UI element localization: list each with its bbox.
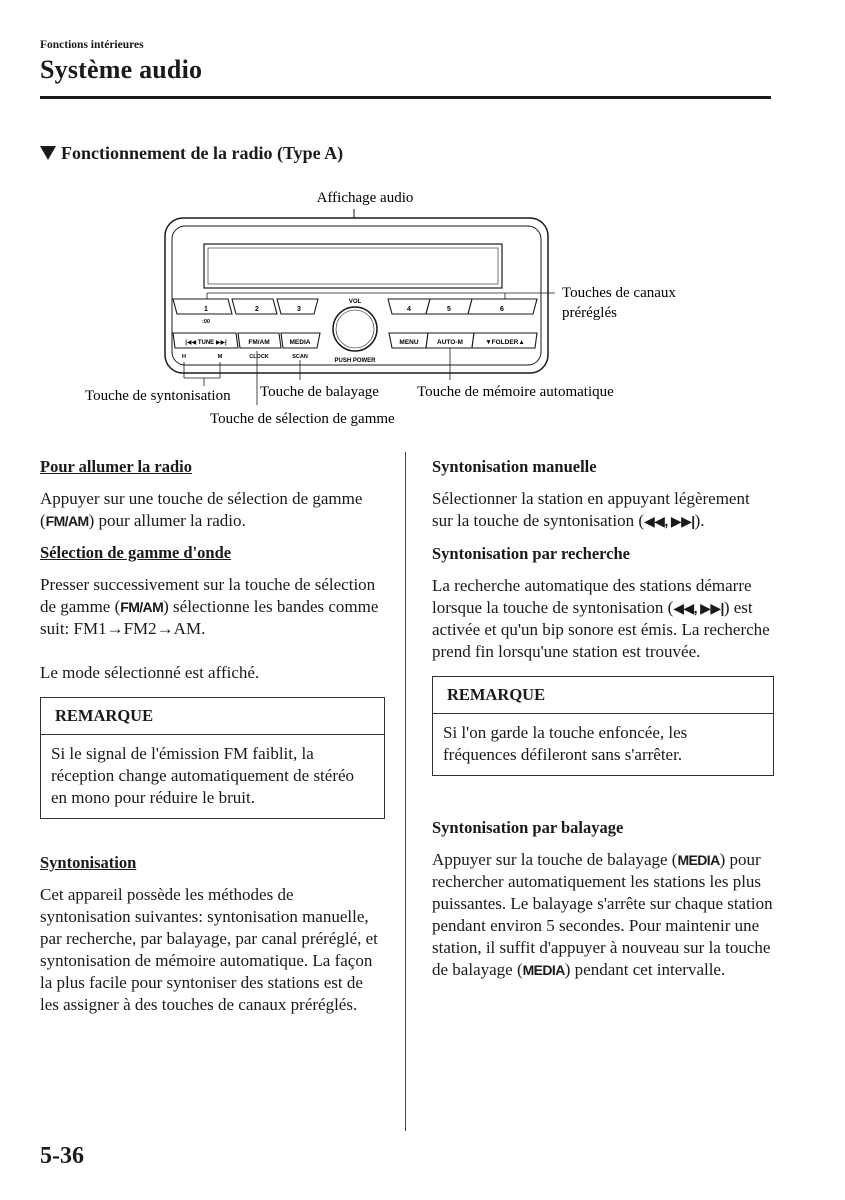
- preset-button-6[interactable]: [468, 299, 537, 314]
- fmam-key: FM/AM: [45, 513, 89, 529]
- subheading-scan: Syntonisation par balayage: [432, 818, 624, 837]
- svg-text:1: 1: [204, 306, 208, 313]
- radio-figure: [0, 180, 845, 430]
- subheading-manual: Syntonisation manuelle: [432, 457, 597, 476]
- preset-1-sub: :00: [202, 319, 210, 325]
- preset-button-3[interactable]: [277, 299, 318, 314]
- paragraph-turn-on: Appuyer sur une touche de sélection de gamme (FM/AM) pour allumer la radio.: [40, 489, 363, 530]
- svg-text:M: M: [217, 354, 223, 360]
- tune-key: ◀◀, ▶▶|: [644, 513, 695, 529]
- svg-text:4: 4: [407, 306, 411, 313]
- svg-text:MENU: MENU: [399, 339, 419, 346]
- right-column: [432, 456, 774, 981]
- auto-m-button[interactable]: [426, 333, 474, 348]
- vol-label: VOL: [348, 299, 362, 305]
- title-rule: [40, 96, 771, 99]
- svg-text:5: 5: [447, 306, 451, 313]
- triangle-down-icon: [40, 146, 56, 160]
- note-box: [432, 676, 774, 776]
- paragraph-manual: Sélectionner la station en appuyant légèrement sur la touche de syntonisation (◀◀, ▶▶|).: [432, 489, 750, 530]
- note-body: Si le signal de l'émission FM faiblit, la réception change automatiquement de stéréo en mono pour réduire le bruit.: [51, 744, 355, 807]
- svg-text:AUTO-M: AUTO-M: [437, 339, 463, 346]
- svg-text:H: H: [182, 354, 186, 360]
- svg-text:2: 2: [255, 306, 259, 313]
- tune-button[interactable]: [173, 333, 238, 348]
- fmam-key: FM/AM: [120, 599, 164, 615]
- media-button[interactable]: [281, 333, 320, 348]
- section-label: Fonctions intérieures: [40, 39, 144, 51]
- audio-display: [204, 244, 502, 288]
- paragraph-seek: La recherche automatique des stations démarre lorsque la touche de syntonisation (◀◀, ▶▶|) est activée et qu'un bip sonore est émis. La recherche prend fin lorsqu'une station est trouvée.: [432, 576, 770, 661]
- svg-text:▼FOLDER▲: ▼FOLDER▲: [485, 339, 525, 346]
- subheading-turn-on: Pour allumer la radio: [40, 457, 193, 476]
- page-number: 5-36: [40, 1143, 84, 1169]
- note-box: [40, 697, 385, 819]
- preset-button-2[interactable]: [232, 299, 277, 314]
- paragraph-scan: Appuyer sur la touche de balayage (MEDIA) pour rechercher automatiquement les stations les plus puissantes. Le balayage s'arrête sur chaque station pendant environ 5 secondes. Pour maintenir une station, il suffit d'appuyer à nouveau sur la touche de balayage (MEDIA) pendant cet intervalle.: [432, 850, 773, 979]
- label-band: Touche de sélection de gamme: [210, 411, 395, 427]
- subheading-band: Sélection de gamme d'onde: [40, 543, 232, 562]
- label-preset-line1: Touches de canaux: [562, 285, 676, 301]
- preset-button-1[interactable]: [173, 299, 232, 314]
- left-column: [40, 456, 385, 1016]
- label-auto-memory: Touche de mémoire automatique: [417, 384, 614, 400]
- label-scan: Touche de balayage: [260, 384, 379, 400]
- svg-text:CLOCK: CLOCK: [249, 354, 269, 360]
- paragraph-band: Presser successivement sur la touche de sélection de gamme (FM/AM) sélectionne les bandes comme suit: FM1→FM2→AM.: [40, 575, 379, 638]
- note-heading: REMARQUE: [41, 698, 384, 735]
- section-heading: [40, 143, 343, 164]
- folder-button[interactable]: [472, 333, 537, 348]
- svg-text:3: 3: [297, 306, 301, 313]
- svg-text:6: 6: [500, 306, 504, 313]
- page-title: Système audio: [40, 55, 203, 84]
- push-power-label: PUSH POWER: [334, 358, 376, 364]
- menu-button[interactable]: [389, 333, 428, 348]
- preset-button-5[interactable]: [426, 299, 472, 314]
- label-audio-display: Affichage audio: [316, 190, 414, 206]
- note-heading: REMARQUE: [433, 677, 773, 714]
- subheading-tuning: Syntonisation: [40, 853, 137, 872]
- svg-text:FM/AM: FM/AM: [248, 339, 270, 346]
- label-preset-line2: préréglés: [562, 305, 617, 321]
- fmam-button[interactable]: [238, 333, 281, 348]
- paragraph-tuning: Cet appareil possède les méthodes de syntonisation suivantes: syntonisation manuelle, par recherche, par balayage, par canal préréglé, et syntonisation de mémoire automatique. La façon la plus facile pour syntoniser des stations est de les assigner à des touches de canaux préréglés.: [40, 885, 378, 1014]
- subheading-seek: Syntonisation par recherche: [432, 544, 631, 563]
- section-heading-text: Fonctionnement de la radio (Type A): [61, 143, 344, 163]
- column-divider: [405, 452, 406, 1131]
- media-key: MEDIA: [522, 962, 565, 978]
- svg-text:SCAN: SCAN: [292, 354, 308, 360]
- preset-button-4[interactable]: [388, 299, 430, 314]
- note-body: Si l'on garde la touche enfoncée, les fréquences défileront sans s'arrêter.: [443, 723, 688, 764]
- svg-text:|◀◀ TUNE ▶▶|: |◀◀ TUNE ▶▶|: [185, 340, 227, 346]
- svg-text:MEDIA: MEDIA: [289, 339, 311, 346]
- tune-key: ◀◀, ▶▶|: [673, 600, 724, 616]
- label-tuning: Touche de syntonisation: [85, 388, 231, 404]
- paragraph-mode: Le mode sélectionné est affiché.: [40, 663, 260, 682]
- media-key: MEDIA: [677, 852, 720, 868]
- volume-knob[interactable]: [333, 307, 377, 351]
